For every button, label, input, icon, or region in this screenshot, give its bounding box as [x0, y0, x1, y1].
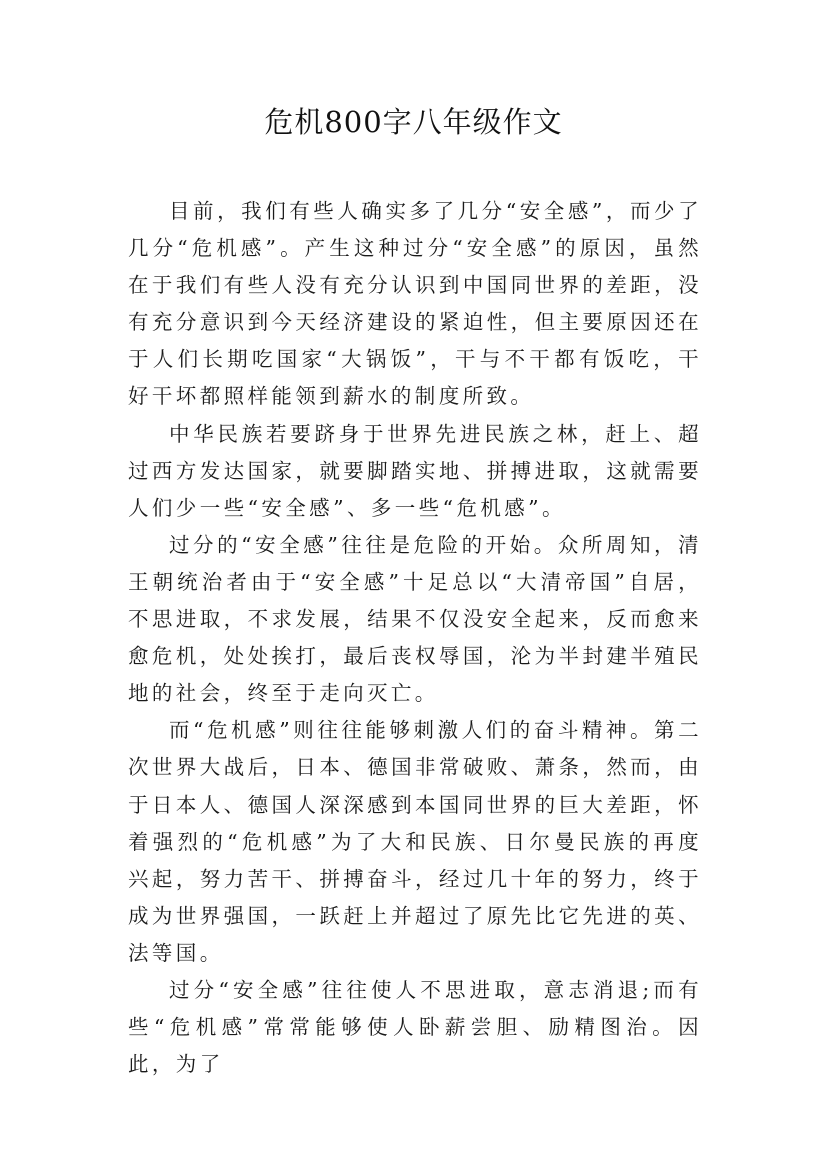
document-title: 危机800字八年级作文 [264, 105, 563, 139]
paragraph-2: 中华民族若要跻身于世界先进民族之林，赶上、超过西方发达国家，就要脚踏实地、拼搏进取，这就需要人们少一些“安全感”、多一些“危机感”。 [128, 421, 702, 520]
paragraph-3: 过分的“安全感”往往是危险的开始。众所周知，清王朝统治者由于“安全感”十足总以“大清帝国”自居，不思进取，不求发展，结果不仅没安全起来，反而愈来愈危机，处处挨打，最后丧权辱国，沦为半封建半殖民地的社会，终至于走向灭亡。 [128, 532, 702, 706]
document-body [128, 193, 702, 1083]
paragraph-1: 目前，我们有些人确实多了几分“安全感”，而少了几分“危机感”。产生这种过分“安全感”的原因，虽然在于我们有些人没有充分认识到中国同世界的差距，没有充分意识到今天经济建设的紧迫性，但主要原因还在于人们长期吃国家“大锅饭”，干与不干都有饭吃，干好干坏都照样能领到薪水的制度所致。 [128, 199, 702, 409]
paragraph-4: 而“危机感”则往往能够刺激人们的奋斗精神。第二次世界大战后，日本、德国非常破败、萧条，然而，由于日本人、德国人深深感到本国同世界的巨大差距，怀着强烈的“危机感”为了大和民族、日尔曼民族的再度兴起，努力苦干、拼搏奋斗，经过几十年的努力，终于成为世界强国，一跃赶上并超过了原先比它先进的英、法等国。 [128, 718, 702, 965]
paragraph-5: 过分“安全感”往往使人不思进取，意志消退;而有些“危机感”常常能够使人卧薪尝胆、励精图治。因此，为了 [128, 977, 702, 1077]
